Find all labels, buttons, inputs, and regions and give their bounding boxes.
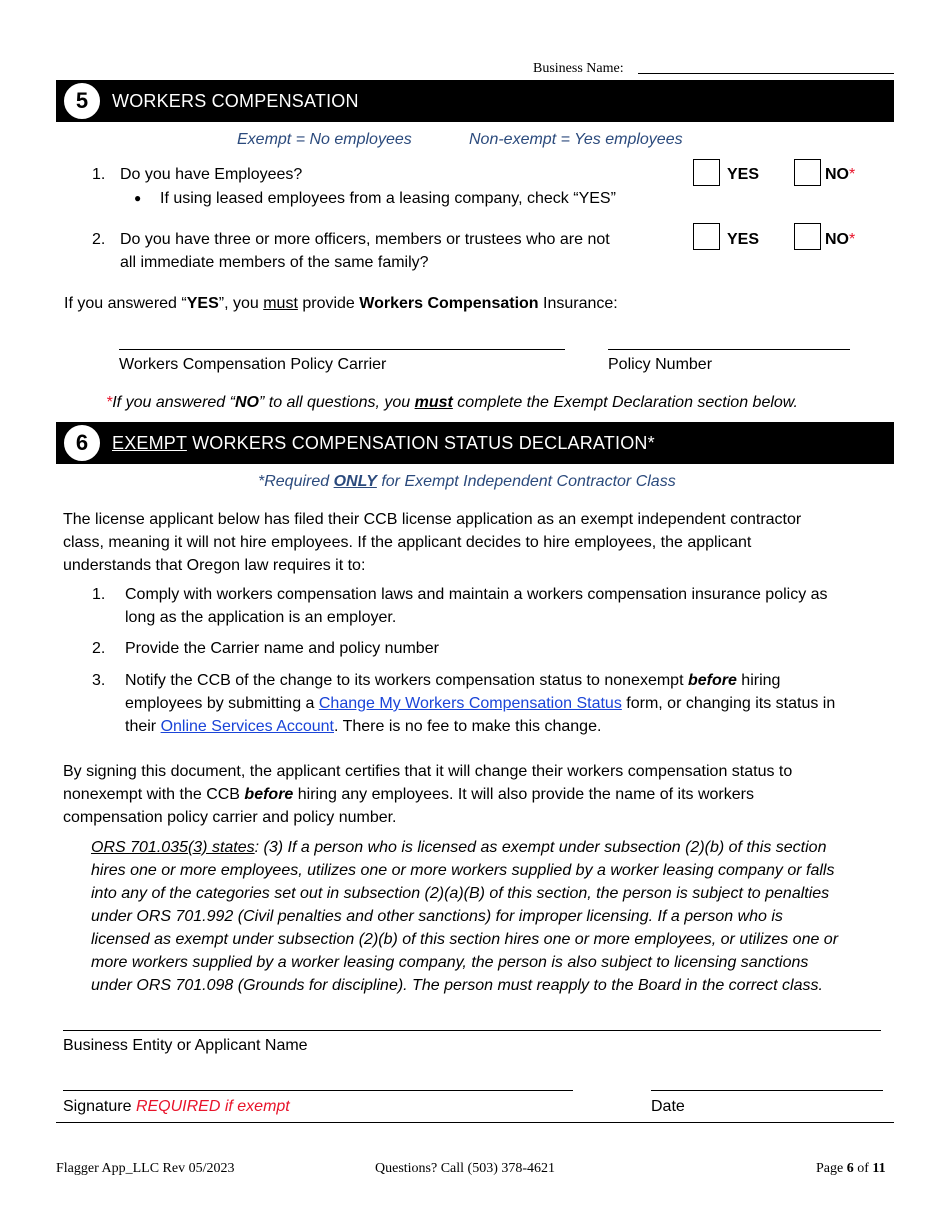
item-2-number: 2. — [92, 640, 106, 657]
item-2-text: Provide the Carrier name and policy number — [125, 640, 439, 657]
entity-name-label: Business Entity or Applicant Name — [63, 1037, 308, 1054]
section-5-number: 5 — [62, 81, 102, 121]
item-3-text: Notify the CCB of the change to its workers compensation status to nonexempt before hiring employees by submitting a Change My Workers Compensation Status form, or changing its status in their Online Services Account. There is no fee to make this change. — [125, 672, 836, 735]
carrier-field[interactable] — [119, 349, 565, 350]
item-1-text: Comply with workers compensation laws and maintain a workers compensation insurance policy as long as the application is an employer. — [125, 586, 828, 626]
section-6-subtitle: *Required ONLY for Exempt Independent Contractor Class — [258, 473, 676, 490]
bullet-icon: ● — [134, 191, 142, 205]
date-field[interactable] — [651, 1090, 883, 1091]
exempt-note: Exempt = No employees — [237, 131, 412, 148]
q1-no-checkbox[interactable] — [794, 159, 821, 186]
yes-instruction: If you answered “YES”, you must provide Workers Compensation Insurance: — [64, 295, 618, 312]
change-wc-status-link[interactable]: Change My Workers Compensation Status — [318, 695, 622, 712]
business-name-label: Business Name: — [533, 61, 624, 76]
ors-statute: ORS 701.035(3) states: (3) If a person who is licensed as exempt under subsection (2)(b) of this section hires one or more employees, utilizes one or more workers supplied by a worker leasing company or falls into any of the categories set out in subsection (2)(a)(B) of this section, the person is subject to penalties under ORS 701.992 (Civil penalties and other sanctions) for improper licensing. If a person who is licensed as exempt under subsection (2)(b) of this section hires one or more employees, or utilizes one or more workers supplied by a worker leasing company, the person is also subject to licensing sanctions under ORS 701.098 (Grounds for discipline). The person must reapply to the Board in the correct class. — [91, 839, 839, 994]
section-6-number: 6 — [62, 423, 102, 463]
q1-yes-label: YES — [727, 166, 760, 183]
item-1-number: 1. — [92, 586, 106, 603]
q2-no-label: NO* — [825, 231, 856, 248]
business-name-field[interactable] — [638, 73, 894, 74]
question-2-line1: Do you have three or more officers, members or trustees who are not — [120, 231, 610, 248]
signing-paragraph: By signing this document, the applicant certifies that it will change their workers compensation status to nonexempt with the CCB before hiring any employees. It will also provide the name of its workers compensation policy carrier and policy number. — [63, 763, 793, 826]
section-5-title: WORKERS COMPENSATION — [112, 91, 359, 111]
question-2-line2: all immediate members of the same family? — [120, 254, 429, 271]
policy-number-field[interactable] — [608, 349, 850, 350]
question-1-bullet: If using leased employees from a leasing company, check “YES” — [160, 190, 616, 207]
questions-phone: Questions? Call (503) 378-4621 — [375, 1161, 556, 1176]
section-6-header — [56, 422, 894, 464]
q2-yes-label: YES — [727, 231, 760, 248]
q2-no-checkbox[interactable] — [794, 223, 821, 250]
no-instruction: *If you answered “NO” to all questions, you must complete the Exempt Declaration section below. — [106, 394, 798, 411]
nonexempt-note: Non-exempt = Yes employees — [469, 131, 683, 148]
form-id: Flagger App_LLC Rev 05/2023 — [56, 1161, 235, 1176]
online-services-link[interactable]: Online Services Account — [160, 718, 334, 735]
entity-name-field[interactable] — [63, 1030, 881, 1031]
carrier-label: Workers Compensation Policy Carrier — [119, 356, 387, 373]
question-2-number: 2. — [92, 231, 106, 248]
ors-reference: ORS 701.035(3) states — [91, 839, 255, 856]
q1-no-label: NO* — [825, 166, 856, 183]
section-5-header — [56, 80, 894, 122]
section-6-title: EXEMPT WORKERS COMPENSATION STATUS DECLARATION* — [112, 433, 655, 453]
page-number: Page 6 of 11 — [816, 1161, 886, 1176]
signature-label: Signature REQUIRED if exempt — [63, 1098, 290, 1115]
item-3-number: 3. — [92, 672, 106, 689]
signature-field[interactable] — [63, 1090, 573, 1091]
question-1-text: Do you have Employees? — [120, 166, 303, 183]
date-label: Date — [651, 1098, 685, 1115]
policy-number-label: Policy Number — [608, 356, 713, 373]
question-1-number: 1. — [92, 166, 106, 183]
intro-paragraph: The license applicant below has filed their CCB license application as an exempt independent contractor class, meaning it will not hire employees. If the applicant decides to hire employees, the applicant understands that Oregon law requires it to: — [63, 511, 802, 574]
q2-yes-checkbox[interactable] — [693, 223, 720, 250]
q1-yes-checkbox[interactable] — [693, 159, 720, 186]
footer-divider — [56, 1122, 894, 1123]
